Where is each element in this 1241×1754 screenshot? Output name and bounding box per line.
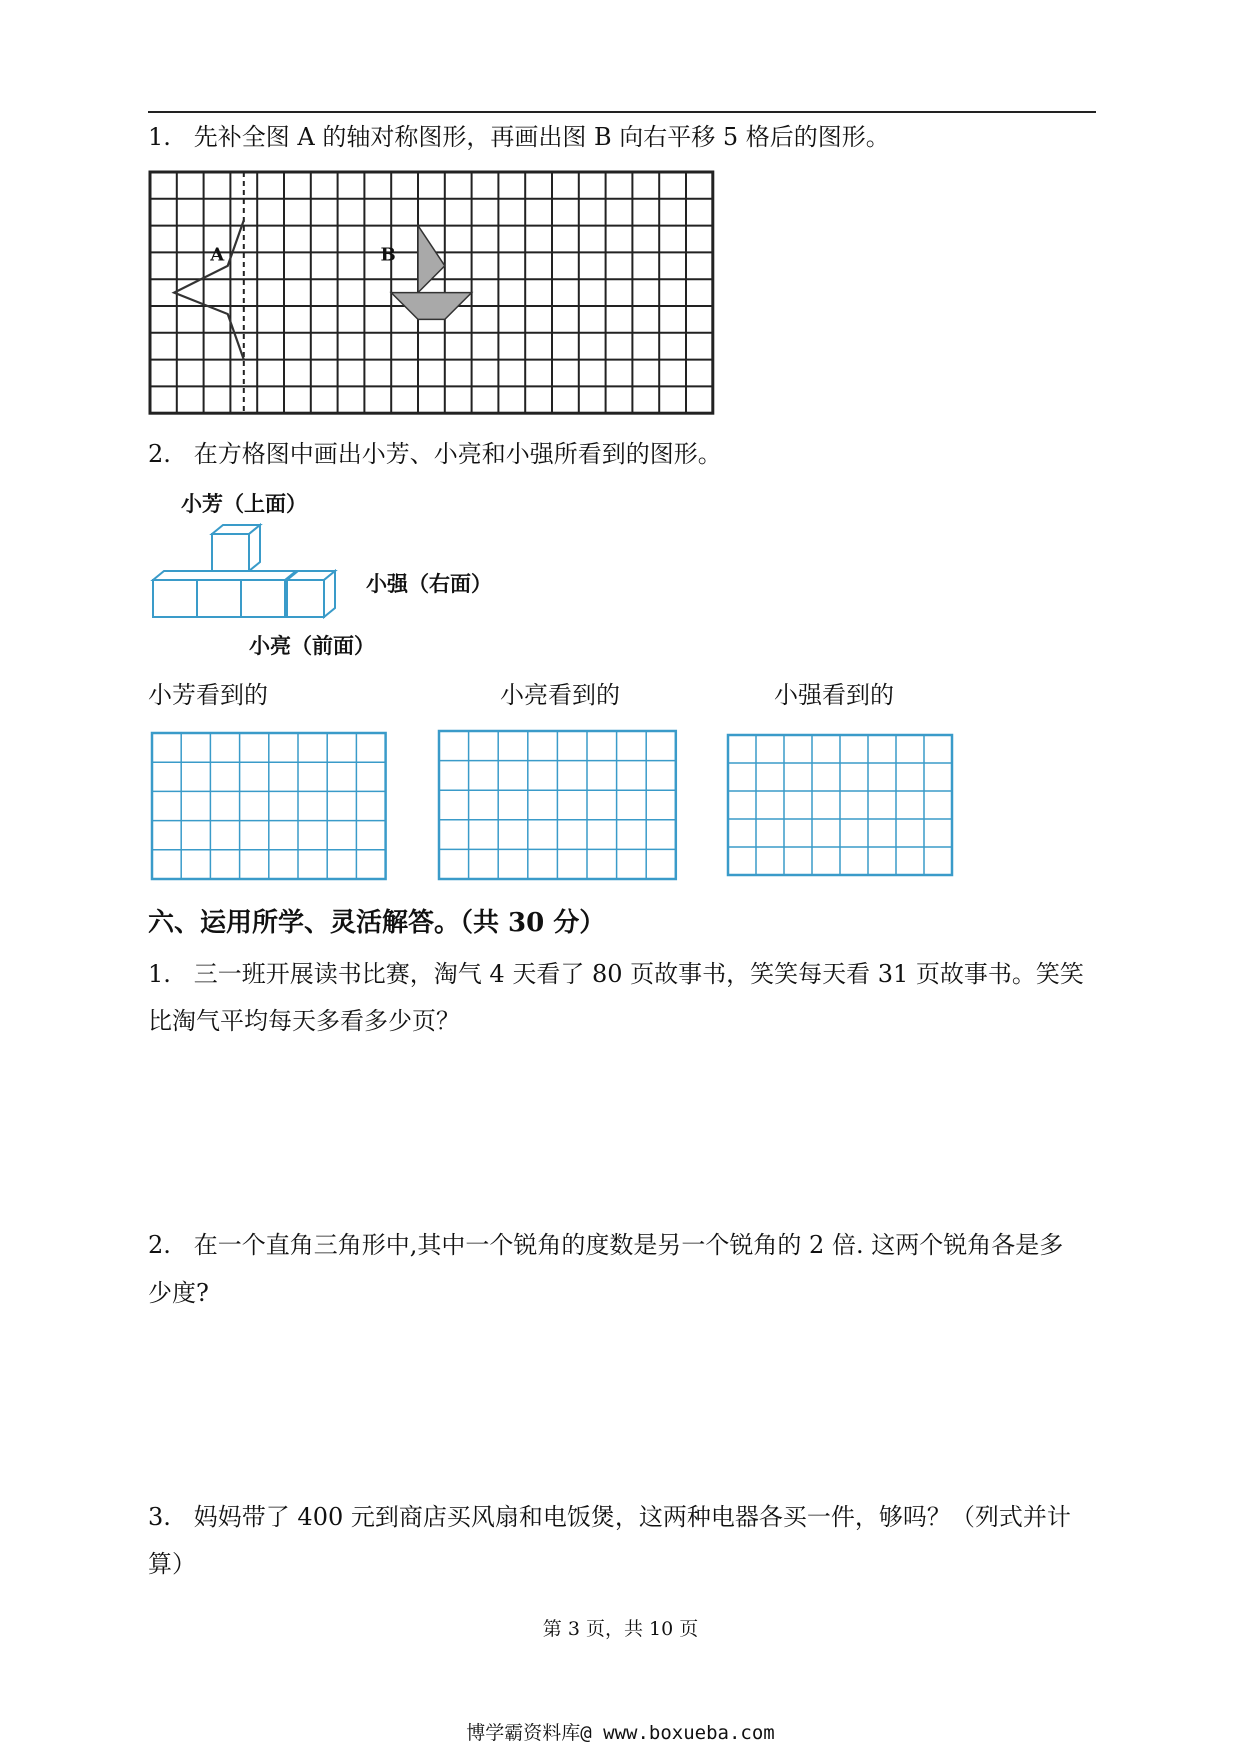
view-front-label: 小亮（前面） — [249, 634, 375, 658]
p1-line1 — [148, 957, 1084, 991]
page-number: 第 3 页，共 10 页 — [542, 1618, 699, 1640]
p3-line2: 算） — [148, 1550, 196, 1578]
p1-text-1: 三一班开展读书比赛，淘气 4 天看了 80 页故事书，笑笑每天看 31 页故事书。笑笑 — [193, 960, 1084, 988]
cube-figure — [150, 520, 360, 640]
p2-line2: 少度? — [148, 1279, 209, 1307]
label-a: A — [210, 244, 225, 266]
p1-line2: 比淘气平均每天多看多少页？ — [148, 1007, 460, 1035]
q2-number: 2. — [148, 440, 171, 468]
shape-a — [174, 220, 244, 359]
shape-b-flag — [418, 226, 445, 293]
header-rule — [148, 111, 1096, 113]
q2-text — [148, 437, 722, 471]
p2-number: 2. — [148, 1231, 171, 1259]
label-b: B — [380, 244, 396, 266]
q1-square-grid — [150, 172, 714, 414]
p3-text-1: 妈妈带了 400 元到商店买风扇和电饭煲，这两种电器各买一件，够吗？（列式并计 — [193, 1503, 1071, 1531]
grid-lines — [152, 733, 386, 879]
grid-lines — [728, 735, 952, 875]
grid-label-xiaoqiang: 小强看到的 — [774, 681, 894, 709]
view-right-label: 小强（右面） — [366, 572, 492, 596]
view-top-label: 小芳（上面） — [181, 492, 307, 516]
p1-number: 1. — [148, 960, 171, 988]
grid-lines — [439, 731, 676, 879]
section6-title: 六、运用所学、灵活解答。（共 30 分） — [148, 908, 606, 938]
grid-label-xiaoliang: 小亮看到的 — [500, 681, 620, 709]
q1-text — [148, 120, 890, 154]
xiaofang-drawing-grid[interactable] — [152, 733, 388, 879]
xiaoqiang-drawing-grid[interactable] — [728, 735, 953, 877]
q1-number: 1. — [148, 123, 171, 151]
p2-text-1: 在一个直角三角形中,其中一个锐角的度数是另一个锐角的 2 倍. 这两个锐角各是多 — [193, 1231, 1064, 1259]
p3-number: 3. — [148, 1503, 171, 1531]
p3-line1 — [148, 1500, 1071, 1534]
watermark: 博学霸资料库@ www.boxueba.com — [466, 1722, 775, 1744]
q2-prompt: 在方格图中画出小芳、小亮和小强所看到的图形。 — [193, 440, 722, 468]
q1-prompt: 先补全图 A 的轴对称图形，再画出图 B 向右平移 5 格后的图形。 — [193, 123, 890, 151]
p2-line1 — [148, 1228, 1063, 1262]
xiaoliang-drawing-grid[interactable] — [439, 731, 679, 879]
grid-label-xiaofang: 小芳看到的 — [148, 681, 268, 709]
